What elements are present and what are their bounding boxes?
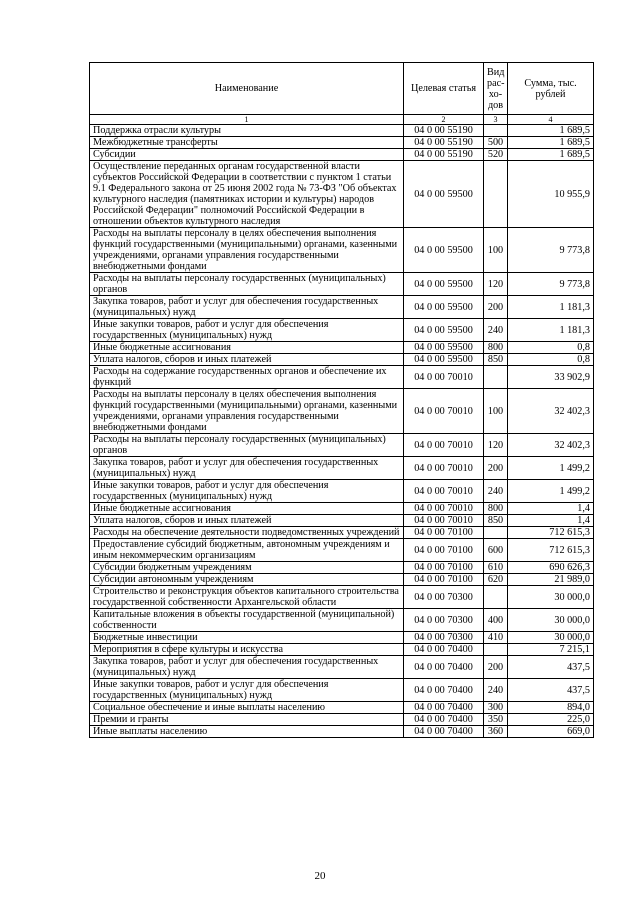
row-sum: 32 402,3 [508,389,594,434]
row-sum: 1 689,5 [508,137,594,149]
row-name: Уплата налогов, сборов и иных платежей [90,515,404,527]
row-expense-type: 240 [484,319,508,342]
row-name: Иные бюджетные ассигнования [90,342,404,354]
row-code: 04 0 00 59500 [404,228,484,273]
row-name: Премии и гранты [90,714,404,726]
table-row [90,515,594,527]
row-name: Субсидии [90,149,404,161]
row-sum: 437,5 [508,656,594,679]
row-sum: 0,8 [508,354,594,366]
table-row [90,366,594,389]
row-name: Закупка товаров, работ и услуг для обеспечения государственных (муниципальных) нужд [90,296,404,319]
row-name: Социальное обеспечение и иные выплаты населению [90,702,404,714]
table-row [90,161,594,228]
table-row [90,389,594,434]
row-code: 04 0 00 70400 [404,714,484,726]
row-name: Закупка товаров, работ и услуг для обеспечения государственных (муниципальных) нужд [90,457,404,480]
table-row [90,228,594,273]
row-code: 04 0 00 70010 [404,434,484,457]
table-row [90,527,594,539]
row-name: Расходы на выплаты персоналу в целях обеспечения выполнения функций государственными (муниципальными) органами, казенными учреждениями, органами управления государственными внебюджетными фондами [90,389,404,434]
row-code: 04 0 00 55190 [404,125,484,137]
row-code: 04 0 00 59500 [404,273,484,296]
row-sum: 1,4 [508,515,594,527]
header-name: Наименование [90,63,404,115]
table-row [90,632,594,644]
row-expense-type [484,586,508,609]
row-sum: 894,0 [508,702,594,714]
row-expense-type [484,125,508,137]
row-sum: 32 402,3 [508,434,594,457]
header-code: Целевая статья [404,63,484,115]
row-name: Поддержка отрасли культуры [90,125,404,137]
table-row [90,480,594,503]
row-expense-type: 350 [484,714,508,726]
row-expense-type: 410 [484,632,508,644]
table-row [90,354,594,366]
row-sum: 1 499,2 [508,457,594,480]
row-expense-type: 100 [484,389,508,434]
row-name: Расходы на обеспечение деятельности подведомственных учреждений [90,527,404,539]
row-sum: 1 181,3 [508,296,594,319]
row-code: 04 0 00 70100 [404,562,484,574]
row-expense-type: 200 [484,457,508,480]
row-name: Иные закупки товаров, работ и услуг для обеспечения государственных (муниципальных) нужд [90,480,404,503]
row-name: Капитальные вложения в объекты государственной (муниципальной) собственности [90,609,404,632]
row-name: Уплата налогов, сборов и иных платежей [90,354,404,366]
row-name: Расходы на выплаты персоналу государственных (муниципальных) органов [90,434,404,457]
table-body [90,125,594,738]
row-code: 04 0 00 70010 [404,480,484,503]
row-expense-type: 800 [484,503,508,515]
row-code: 04 0 00 70400 [404,679,484,702]
row-sum: 437,5 [508,679,594,702]
table-row [90,702,594,714]
row-name: Бюджетные инвестиции [90,632,404,644]
row-code: 04 0 00 59500 [404,296,484,319]
row-expense-type: 400 [484,609,508,632]
row-sum: 9 773,8 [508,273,594,296]
row-expense-type: 850 [484,354,508,366]
row-expense-type: 120 [484,273,508,296]
row-name: Иные закупки товаров, работ и услуг для обеспечения государственных (муниципальных) нужд [90,679,404,702]
header-vr: Вид рас- хо- дов [484,63,508,115]
row-sum: 7 215,1 [508,644,594,656]
table-row [90,726,594,738]
row-expense-type [484,527,508,539]
table-row [90,714,594,726]
row-code: 04 0 00 70400 [404,702,484,714]
table-row [90,562,594,574]
table-row [90,296,594,319]
table-row [90,503,594,515]
row-expense-type: 850 [484,515,508,527]
table-row [90,679,594,702]
row-expense-type [484,644,508,656]
row-sum: 1 689,5 [508,125,594,137]
row-expense-type: 240 [484,679,508,702]
row-expense-type: 500 [484,137,508,149]
row-name: Расходы на содержание государственных органов и обеспечение их функций [90,366,404,389]
row-sum: 1 499,2 [508,480,594,503]
table-row [90,149,594,161]
row-code: 04 0 00 59500 [404,354,484,366]
row-sum: 1 689,5 [508,149,594,161]
row-code: 04 0 00 70010 [404,503,484,515]
row-name: Иные выплаты населению [90,726,404,738]
table-row [90,539,594,562]
row-sum: 225,0 [508,714,594,726]
column-number-row [90,115,594,125]
row-code: 04 0 00 70100 [404,539,484,562]
row-name: Расходы на выплаты персоналу в целях обеспечения выполнения функций государственными (муниципальными) органами, казенными учреждениями, органами управления государственными внебюджетными фондами [90,228,404,273]
page-number: 20 [314,870,326,882]
table-row [90,574,594,586]
row-name: Иные бюджетные ассигнования [90,503,404,515]
row-code: 04 0 00 70300 [404,632,484,644]
row-name: Субсидии автономным учреждениям [90,574,404,586]
row-name: Мероприятия в сфере культуры и искусства [90,644,404,656]
row-code: 04 0 00 70010 [404,515,484,527]
row-sum: 30 000,0 [508,632,594,644]
row-name: Субсидии бюджетным учреждениям [90,562,404,574]
table-row [90,273,594,296]
header-sum: Сумма, тыс. рублей [508,63,594,115]
table-row [90,609,594,632]
row-code: 04 0 00 55190 [404,137,484,149]
row-expense-type [484,366,508,389]
row-sum: 33 902,9 [508,366,594,389]
row-sum: 30 000,0 [508,609,594,632]
row-code: 04 0 00 70300 [404,586,484,609]
row-name: Предоставление субсидий бюджетным, автономным учреждениям и иным некоммерческим организациям [90,539,404,562]
budget-table [89,62,594,738]
row-sum: 21 989,0 [508,574,594,586]
row-sum: 0,8 [508,342,594,354]
row-expense-type: 120 [484,434,508,457]
row-code: 04 0 00 70010 [404,457,484,480]
row-sum: 1 181,3 [508,319,594,342]
row-expense-type: 610 [484,562,508,574]
row-expense-type: 300 [484,702,508,714]
table-row [90,125,594,137]
row-code: 04 0 00 70010 [404,366,484,389]
table-row [90,586,594,609]
row-sum: 9 773,8 [508,228,594,273]
row-expense-type: 520 [484,149,508,161]
row-code: 04 0 00 59500 [404,319,484,342]
column-number: 1 [90,115,404,125]
row-code: 04 0 00 55190 [404,149,484,161]
row-expense-type: 800 [484,342,508,354]
row-name: Строительство и реконструкция объектов капитального строительства государственной собственности Архангельской области [90,586,404,609]
table-row [90,342,594,354]
table-row [90,319,594,342]
table-row [90,457,594,480]
row-name: Закупка товаров, работ и услуг для обеспечения государственных (муниципальных) нужд [90,656,404,679]
row-code: 04 0 00 70010 [404,389,484,434]
row-sum: 30 000,0 [508,586,594,609]
row-sum: 712 615,3 [508,539,594,562]
row-code: 04 0 00 70100 [404,527,484,539]
row-code: 04 0 00 59500 [404,342,484,354]
row-expense-type: 200 [484,296,508,319]
header-row [90,63,594,115]
row-expense-type: 360 [484,726,508,738]
row-expense-type: 240 [484,480,508,503]
row-sum: 669,0 [508,726,594,738]
column-number: 2 [404,115,484,125]
table-row [90,434,594,457]
row-sum: 712 615,3 [508,527,594,539]
row-sum: 1,4 [508,503,594,515]
table-row [90,656,594,679]
column-number: 4 [508,115,594,125]
row-expense-type: 100 [484,228,508,273]
row-expense-type: 600 [484,539,508,562]
row-sum: 690 626,3 [508,562,594,574]
row-name: Иные закупки товаров, работ и услуг для обеспечения государственных (муниципальных) нужд [90,319,404,342]
column-number: 3 [484,115,508,125]
row-expense-type [484,161,508,228]
row-code: 04 0 00 70300 [404,609,484,632]
row-code: 04 0 00 59500 [404,161,484,228]
table-row [90,644,594,656]
row-code: 04 0 00 70400 [404,726,484,738]
row-code: 04 0 00 70400 [404,656,484,679]
row-name: Расходы на выплаты персоналу государственных (муниципальных) органов [90,273,404,296]
row-code: 04 0 00 70100 [404,574,484,586]
row-name: Межбюджетные трансферты [90,137,404,149]
row-expense-type: 200 [484,656,508,679]
row-code: 04 0 00 70400 [404,644,484,656]
row-sum: 10 955,9 [508,161,594,228]
row-name: Осуществление переданных органам государственной власти субъектов Российской Федерации в соответствии с пунктом 1 статьи 9.1 Федерального закона от 25 июня 2002 года № 73-ФЗ "Об объектах культурного наследия (памятниках истории и культуры) народов Российской Федерации" полномочий Российской Федерации в отношении объектов культурного наследия [90,161,404,228]
table-row [90,137,594,149]
row-expense-type: 620 [484,574,508,586]
